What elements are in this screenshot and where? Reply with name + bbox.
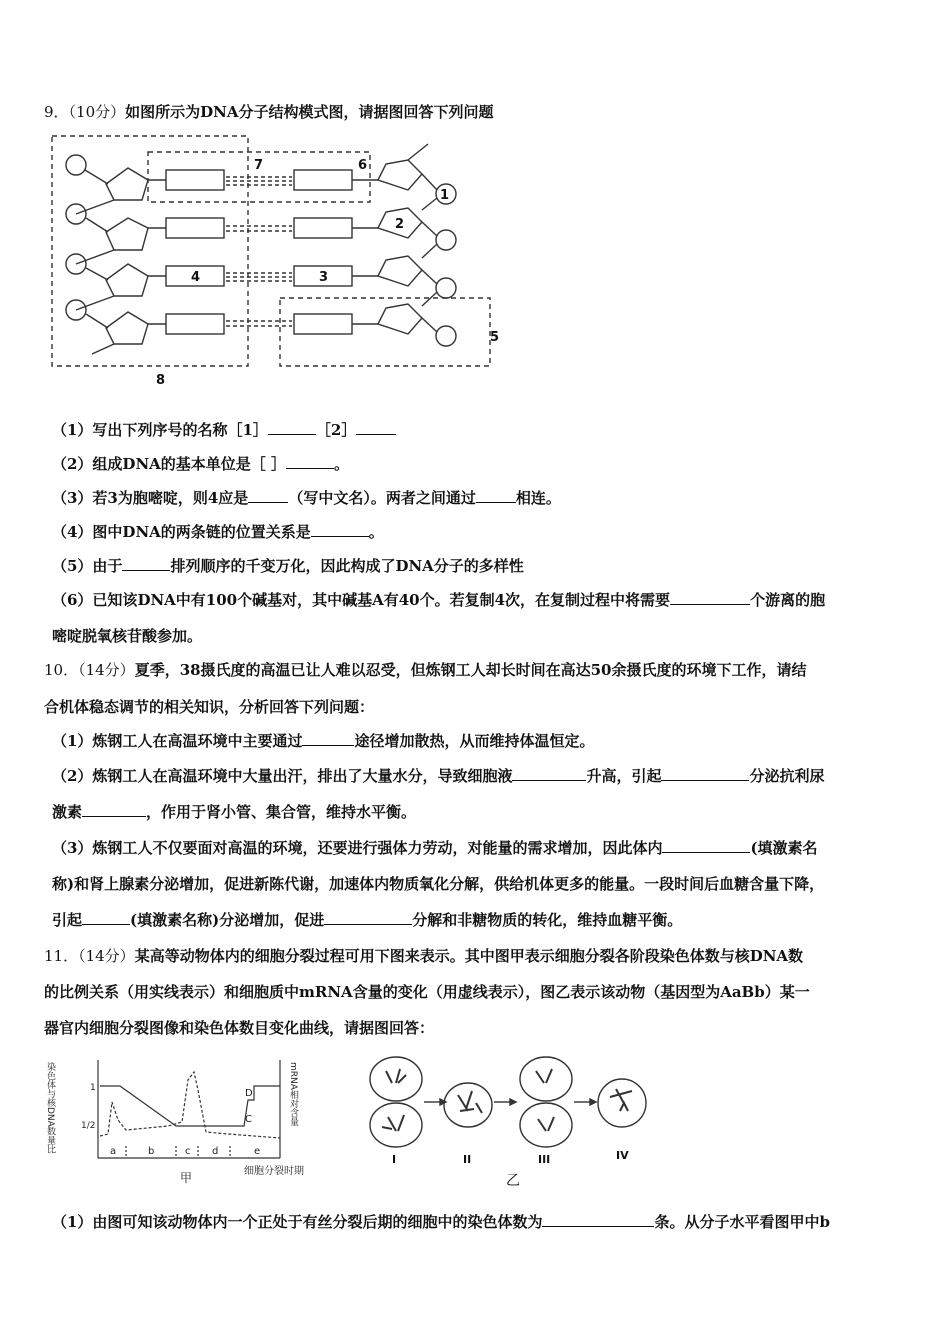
jia-ytick-1: 1 xyxy=(90,1083,96,1093)
cell-III-label: III xyxy=(538,1153,551,1166)
cell-II-label: II xyxy=(463,1153,472,1166)
point-D: D xyxy=(245,1088,253,1099)
q9-item-5: （5）由于 排列顺序的千变万化，因此构成了DNA分子的多样性 xyxy=(52,557,524,575)
q10-item-3: （3）炼钢工人不仅要面对高温的环境，还要进行强体力劳动，对能量的需求增加，因此体内 (填激素名 xyxy=(52,839,818,857)
cell-I-label: I xyxy=(392,1153,397,1166)
figure-jia xyxy=(45,1050,318,1190)
label-6: 6 xyxy=(358,158,368,173)
jia-caption: 甲 xyxy=(180,1171,193,1185)
label-5: 5 xyxy=(490,330,500,345)
q9-item-2: （2）组成DNA的基本单位是［ ］ 。 xyxy=(52,455,350,473)
q10-header: 10．（14分）夏季，38摄氏度的高温已让人难以忍受，但炼钢工人却长时间在高达50余摄氏度的环境下工作，请结 xyxy=(44,661,807,679)
q11-stem-cont2: 器官内细胞分裂图像和染色体数目变化曲线，请据图回答： xyxy=(44,1019,435,1037)
label-1: 1 xyxy=(440,188,450,203)
q9-score: （10分） xyxy=(68,103,126,121)
q11-stem-cont: 的比例关系（用实线表示）和细胞质中mRNA含量的变化（用虚线表示），图乙表示该动物（基因型为AaBb）某一 xyxy=(44,983,810,1001)
jia-ytick-half: 1/2 xyxy=(81,1121,96,1131)
stage-d: d xyxy=(212,1146,219,1157)
answer-blank[interactable] xyxy=(286,454,334,469)
answer-blank[interactable] xyxy=(324,910,412,925)
q9-item-6-cont: 嘧啶脱氧核苷酸参加。 xyxy=(52,627,203,645)
answer-blank[interactable] xyxy=(122,556,170,571)
answer-blank[interactable] xyxy=(268,420,316,435)
yi-caption: 乙 xyxy=(506,1173,520,1189)
dna-structure-figure xyxy=(48,132,518,392)
q9-item-1: （1）写出下列序号的名称［1］ ［2］ xyxy=(52,420,396,440)
q9-item-6: （6）已知该DNA中有100个碱基对，其中碱基A有40个。若复制4次，在复制过程中将需要 个游离的胞 xyxy=(52,591,826,609)
label-4: 4 xyxy=(191,270,201,285)
q10-stem-cont: 合机体稳态调节的相关知识，分析回答下列问题： xyxy=(44,698,375,716)
q9-item-4: （4）图中DNA的两条链的位置关系是 。 xyxy=(52,523,384,541)
q11-item-1: （1）由图可知该动物体内一个正处于有丝分裂后期的细胞中的染色体数为 条。从分子水平看图甲中b xyxy=(52,1213,830,1231)
jia-ylabel: 染色体与核DNA数量比 xyxy=(45,1062,55,1154)
q10-item-3-cont: 称)和肾上腺素分泌增加，促进新陈代谢，加速体内物质氧化分解，供给机体更多的能量。一段时间后血糖含量下降， xyxy=(52,875,825,893)
q10-item-2: （2）炼钢工人在高温环境中大量出汗，排出了大量水分，导致细胞液 升高，引起 分泌抗利尿 xyxy=(52,767,825,785)
answer-blank[interactable] xyxy=(82,910,130,925)
answer-blank[interactable] xyxy=(356,420,396,435)
answer-blank[interactable] xyxy=(512,766,586,781)
answer-blank[interactable] xyxy=(542,1212,654,1227)
stage-c: c xyxy=(185,1146,191,1157)
q9-header xyxy=(44,102,494,122)
answer-blank[interactable] xyxy=(476,488,516,503)
q10-item-3-cont2: 引起 (填激素名称)分泌增加，促进 分解和非糖物质的转化，维持血糖平衡。 xyxy=(52,911,683,929)
q10-item-1: （1）炼钢工人在高温环境中主要通过 途径增加散热，从而维持体温恒定。 xyxy=(52,732,595,750)
q9-number: 9． xyxy=(44,103,69,121)
jia-right-label: mRNA相对含量 xyxy=(288,1062,298,1126)
answer-blank[interactable] xyxy=(661,766,749,781)
box-5 xyxy=(280,298,490,366)
q10-item-2-cont: 激素 ，作用于肾小管、集合管，维持水平衡。 xyxy=(52,803,417,821)
stage-a: a xyxy=(110,1146,117,1157)
q9-stem: 如图所示为DNA分子结构模式图，请据图回答下列问题 xyxy=(125,103,494,121)
label-2: 2 xyxy=(395,217,405,232)
answer-blank[interactable] xyxy=(662,838,750,853)
q11-header: 11．（14分）某高等动物体内的细胞分裂过程可用下图来表示。其中图甲表示细胞分裂各阶段染色体数与核DNA数 xyxy=(44,947,804,965)
q9-item-3: （3）若3为胞嘧啶，则4应是 （写中文名）。两者之间通过 相连。 xyxy=(52,489,561,507)
label-7: 7 xyxy=(254,158,264,173)
label-8: 8 xyxy=(156,373,166,388)
answer-blank[interactable] xyxy=(248,488,288,503)
answer-blank[interactable] xyxy=(311,522,369,537)
label-3: 3 xyxy=(319,270,329,285)
answer-blank[interactable] xyxy=(302,731,354,746)
jia-xlabel: 细胞分裂时期 xyxy=(244,1166,304,1177)
figure-yi xyxy=(360,1055,660,1190)
stage-e: e xyxy=(254,1146,261,1157)
stage-b: b xyxy=(148,1146,155,1157)
answer-blank[interactable] xyxy=(82,802,146,817)
point-C: C xyxy=(245,1114,252,1125)
answer-blank[interactable] xyxy=(670,590,750,605)
cell-IV-label: IV xyxy=(616,1149,629,1162)
